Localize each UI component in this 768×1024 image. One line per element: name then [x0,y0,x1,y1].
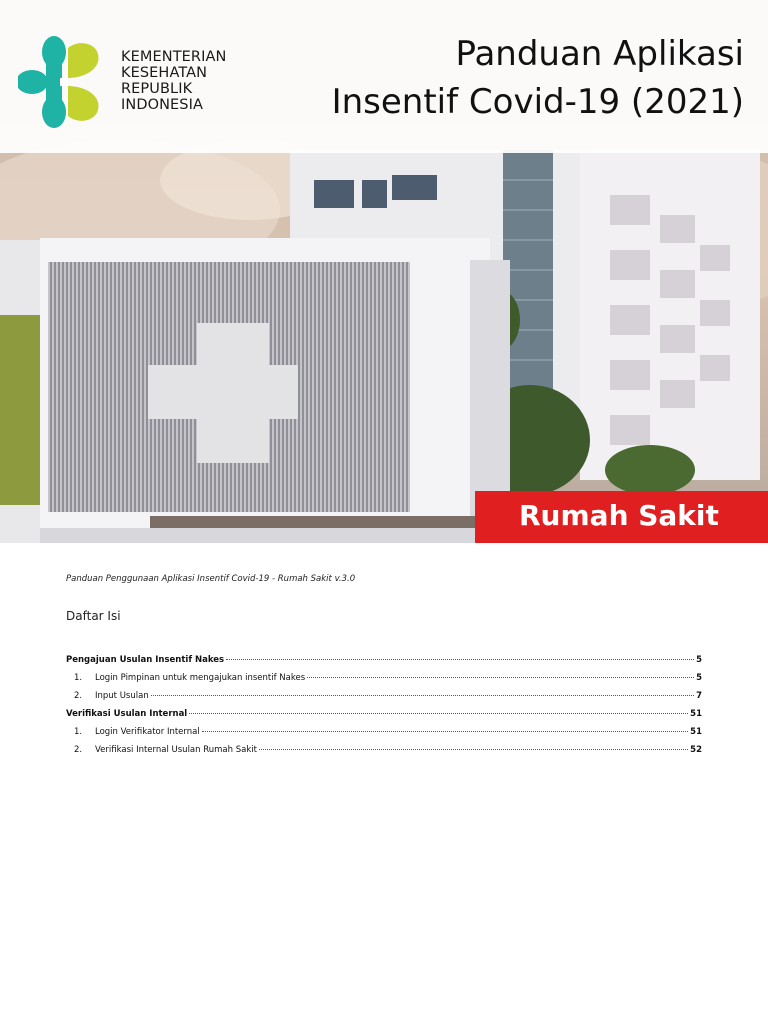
toc-entry-label: Input Usulan [95,691,149,701]
toc-leader-dots [307,677,694,678]
toc-entry[interactable] [66,709,702,727]
toc-entry-label: Verifikasi Internal Usulan Rumah Sakit [95,745,257,755]
title-line-2: Insentif Covid-19 (2021) [331,82,744,122]
ministry-line: KESEHATAN [121,65,208,81]
toc-entry[interactable] [66,673,702,691]
toc-entry-page: 51 [690,727,702,737]
toc-entry-page: 5 [696,655,702,665]
category-tag [475,491,768,543]
toc-leader-dots [259,749,688,750]
toc-leader-dots [189,713,688,714]
table-of-contents [66,655,702,763]
document-title [332,30,744,126]
kemenkes-logo [18,34,110,130]
title-line-1: Panduan Aplikasi [455,34,744,74]
toc-entry-page: 5 [696,673,702,683]
ministry-line: INDONESIA [121,97,204,113]
toc-entry[interactable] [66,655,702,673]
header-band [0,0,768,153]
toc-entry-page: 7 [696,691,702,701]
toc-entry[interactable] [66,745,702,763]
toc-leader-dots [202,731,688,732]
ministry-line: REPUBLIK [121,81,193,97]
toc-entry-number: 2. [74,745,83,755]
toc-entry-number: 1. [74,727,83,737]
toc-entry-label: Verifikasi Usulan Internal [66,709,188,719]
document-subtitle: Panduan Penggunaan Aplikasi Insentif Covid-19 - Rumah Sakit v.3.0 [66,574,356,584]
toc-entry-page: 52 [690,745,702,755]
toc-leader-dots [151,695,694,696]
toc-entry-label: Pengajuan Usulan Insentif Nakes [66,655,225,665]
toc-entry-label: Login Pimpinan untuk mengajukan insentif Nakes [95,673,306,683]
toc-entry-number: 2. [74,691,83,701]
toc-entry[interactable] [66,691,702,709]
category-tag-label: Rumah Sakit [519,499,719,532]
toc-entry-number: 1. [74,673,83,683]
ministry-line: KEMENTERIAN [121,49,227,65]
toc-entry-label: Login Verifikator Internal [95,727,200,737]
toc-leader-dots [226,659,694,660]
toc-entry[interactable] [66,727,702,745]
toc-entry-page: 51 [690,709,702,719]
toc-heading: Daftar Isi [66,609,121,623]
ministry-name [121,49,226,113]
